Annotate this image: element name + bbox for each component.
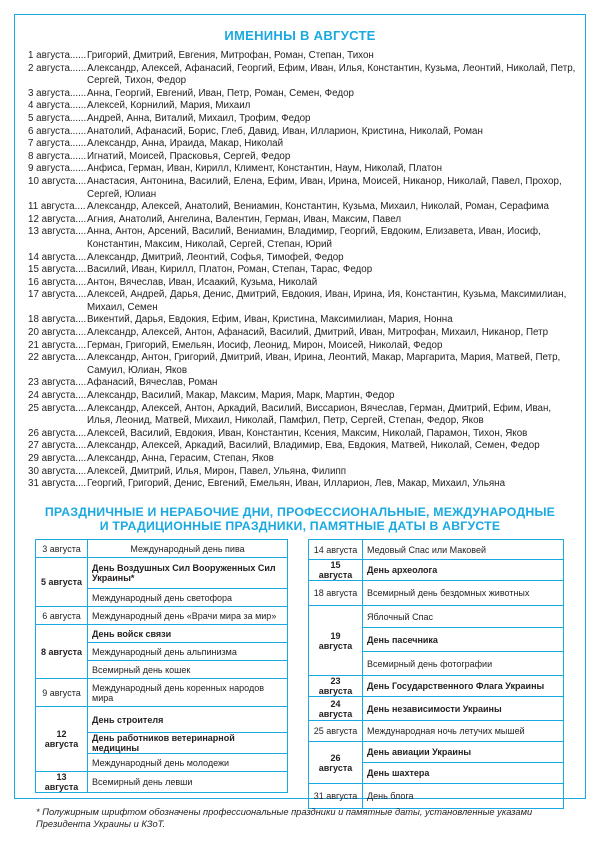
holiday-date: 6 августа	[36, 607, 88, 625]
holiday-event: Медовый Спас или Маковей	[363, 540, 564, 560]
holiday-date: 25 августа	[309, 721, 363, 742]
holiday-row	[309, 721, 564, 742]
holiday-event: День работников ветеринарной медицины	[88, 733, 288, 754]
nameday-row	[28, 428, 576, 441]
holiday-event: Всемирный день кошек	[88, 661, 288, 679]
holiday-event: День археолога	[363, 560, 564, 581]
nameday-row	[28, 340, 576, 353]
holiday-row	[309, 606, 564, 628]
nameday-row	[28, 113, 576, 126]
nameday-row	[28, 403, 576, 428]
nameday-names: Викентий, Дарья, Евдокия, Ефим, Иван, Кристина, Максимилиан, Мария, Нонна	[87, 314, 453, 326]
nameday-row	[28, 201, 576, 214]
nameday-date: 26 августа....	[28, 427, 87, 439]
namedays-title: ИМЕНИНЫ В АВГУСТЕ	[224, 28, 376, 43]
nameday-date: 11 августа....	[28, 201, 86, 213]
holiday-event: День Воздушных Сил Вооруженных Сил Украины*	[88, 558, 288, 589]
nameday-row	[28, 314, 576, 327]
nameday-row	[28, 88, 576, 101]
nameday-names: Василий, Иван, Кирилл, Платон, Роман, Степан, Тарас, Федор	[87, 264, 373, 276]
holiday-event: День строителя	[88, 707, 288, 733]
nameday-names: Игнатий, Моисей, Прасковья, Сергей, Федор	[87, 150, 291, 162]
nameday-date: 2 августа......	[28, 62, 87, 74]
nameday-row	[28, 352, 576, 377]
holiday-event: Международный день альпинизма	[88, 643, 288, 661]
nameday-date: 9 августа......	[28, 163, 87, 175]
nameday-date: 16 августа....	[28, 276, 87, 288]
nameday-row	[28, 327, 576, 340]
nameday-names: Александр, Василий, Макар, Максим, Мария, Марк, Мартин, Федор	[87, 390, 395, 402]
nameday-date: 21 августа....	[28, 339, 87, 351]
nameday-row	[28, 289, 576, 314]
holiday-row	[36, 558, 288, 589]
holidays-title	[30, 505, 570, 533]
nameday-date: 17 августа....	[28, 289, 87, 301]
holiday-row	[36, 607, 288, 625]
nameday-row	[28, 478, 576, 491]
nameday-names: Андрей, Анна, Виталий, Михаил, Трофим, Федор	[87, 112, 311, 124]
nameday-date: 18 августа....	[28, 314, 87, 326]
holiday-date: 8 августа	[36, 625, 88, 679]
nameday-date: 4 августа......	[28, 100, 87, 112]
holiday-row	[36, 540, 288, 558]
nameday-names: Александр, Алексей, Аркадий, Василий, Владимир, Ева, Евдокия, Матвей, Николай, Семен, Федор	[87, 440, 540, 452]
namedays-list	[28, 50, 576, 491]
holiday-event: Международный день светофора	[88, 589, 288, 607]
holiday-date: 24 августа	[309, 697, 363, 721]
holiday-date: 3 августа	[36, 540, 88, 558]
nameday-row	[28, 163, 576, 176]
holidays-right-table	[308, 539, 564, 809]
nameday-names: Анфиса, Герман, Иван, Кирилл, Климент, Константин, Наум, Николай, Платон	[87, 163, 442, 175]
holiday-event: Международный день молодежи	[88, 754, 288, 772]
nameday-names: Анна, Антон, Арсений, Василий, Вениамин, Владимир, Георгий, Евдоким, Елизавета, Иван, Иосиф, Константин, Максим, Николай, Сергей, Степан, Юрий	[87, 226, 541, 250]
nameday-names: Александр, Антон, Григорий, Дмитрий, Иван, Ирина, Леонтий, Макар, Маргарита, Мария, Матвей, Петр, Самуил, Юлиан, Яков	[87, 352, 561, 376]
holiday-row	[309, 676, 564, 697]
holiday-date: 9 августа	[36, 679, 88, 707]
nameday-names: Алексей, Василий, Евдокия, Иван, Константин, Ксения, Максим, Николай, Парамон, Тихон, Яков	[87, 427, 528, 439]
holiday-event: Всемирный день фотографии	[363, 652, 564, 676]
holiday-event: Международный день «Врачи мира за мир»	[88, 607, 288, 625]
nameday-date: 29 августа....	[28, 453, 87, 464]
holiday-date: 15 августа	[309, 560, 363, 581]
nameday-row	[28, 176, 576, 201]
nameday-date: 20 августа....	[28, 327, 87, 339]
holiday-row	[309, 560, 564, 581]
nameday-names: Александр, Дмитрий, Леонтий, Софья, Тимофей, Федор	[87, 251, 344, 263]
holiday-date: 5 августа	[36, 558, 88, 607]
nameday-names: Александр, Анна, Герасим, Степан, Яков	[87, 453, 274, 464]
holiday-date: 26 августа	[309, 742, 363, 784]
holiday-event: Международный день коренных народов мира	[88, 679, 288, 707]
holiday-event: День Государственного Флага Украины	[363, 676, 564, 697]
holiday-event: День шахтера	[363, 763, 564, 784]
nameday-names: Георгий, Григорий, Денис, Евгений, Емельян, Иван, Илларион, Лев, Макар, Михаил, Ульяна	[87, 478, 506, 490]
nameday-date: 6 августа......	[28, 125, 87, 137]
holiday-row	[309, 742, 564, 763]
nameday-date: 1 августа......	[28, 50, 87, 61]
nameday-names: Афанасий, Вячеслав, Роман	[87, 377, 218, 389]
nameday-date: 27 августа....	[28, 440, 87, 452]
nameday-row	[28, 264, 576, 277]
nameday-names: Анатолий, Афанасий, Борис, Глеб, Давид, Иван, Илларион, Кристина, Николай, Роман	[87, 125, 483, 137]
holiday-event: Всемирный день левши	[88, 772, 288, 793]
holiday-row	[36, 625, 288, 643]
nameday-names: Александр, Алексей, Антон, Аркадий, Василий, Виссарион, Вячеслав, Герман, Дмитрий, Ефим, Иван, Илья, Леонид, Матвей, Михаил, Николай, Памфил, Петр, Сергей, Степан, Федор, Яков	[87, 402, 552, 427]
nameday-row	[28, 151, 576, 164]
nameday-row	[28, 466, 576, 479]
nameday-names: Александр, Алексей, Афанасий, Георгий, Ефим, Иван, Илья, Константин, Кузьма, Леонтий, Николай, Петр, Сергей, Тихон, Федор	[87, 62, 576, 87]
nameday-row	[28, 138, 576, 151]
nameday-row	[28, 252, 576, 265]
holiday-date: 13 августа	[36, 772, 88, 793]
holiday-row	[309, 784, 564, 809]
nameday-date: 31 августа....	[28, 478, 87, 490]
holiday-row	[36, 707, 288, 733]
holiday-date: 19 августа	[309, 606, 363, 676]
holiday-event: Всемирный день бездомных животных	[363, 581, 564, 606]
holiday-date: 23 августа	[309, 676, 363, 697]
nameday-date: 22 августа....	[28, 352, 87, 364]
nameday-date: 3 августа......	[28, 87, 87, 99]
holiday-date: 18 августа	[309, 581, 363, 606]
holiday-row	[309, 540, 564, 560]
nameday-row	[28, 390, 576, 403]
holiday-row	[36, 772, 288, 793]
nameday-row	[28, 100, 576, 113]
holiday-event: День авиации Украины	[363, 742, 564, 763]
holiday-date: 14 августа	[309, 540, 363, 560]
nameday-row	[28, 377, 576, 390]
nameday-date: 12 августа....	[28, 213, 87, 225]
nameday-names: Герман, Григорий, Емельян, Иосиф, Леонид, Мирон, Моисей, Николай, Федор	[87, 339, 443, 351]
nameday-date: 30 августа....	[28, 465, 87, 477]
holiday-row	[36, 679, 288, 707]
nameday-row	[28, 214, 576, 227]
nameday-names: Алексей, Андрей, Дарья, Денис, Дмитрий, Евдокия, Иван, Ирина, Ия, Константин, Кузьма, Максимилиан, Михаил, Семен	[87, 289, 567, 313]
nameday-row	[28, 277, 576, 290]
nameday-row	[28, 226, 576, 251]
holidays-left-table	[35, 539, 288, 793]
holiday-event: День блога	[363, 784, 564, 809]
nameday-date: 7 августа......	[28, 138, 87, 150]
holidays-title-line2: И ТРАДИЦИОННЫЕ ПРАЗДНИКИ, ПАМЯТНЫЕ ДАТЫ В АВГУСТЕ	[99, 519, 501, 533]
nameday-date: 14 августа....	[28, 251, 87, 263]
nameday-row	[28, 126, 576, 139]
nameday-row	[28, 440, 576, 453]
nameday-names: Александр, Алексей, Антон, Афанасий, Василий, Дмитрий, Иван, Митрофан, Михаил, Никанор, Петр	[87, 327, 549, 339]
holiday-event: Международная ночь летучих мышей	[363, 721, 564, 742]
nameday-names: Александр, Анна, Ираида, Макар, Николай	[87, 138, 284, 150]
holidays-title-line1: ПРАЗДНИЧНЫЕ И НЕРАБОЧИЕ ДНИ, ПРОФЕССИОНАЛЬНЫЕ, МЕЖДУНАРОДНЫЕ	[44, 505, 556, 519]
nameday-row	[28, 63, 576, 88]
footnote: * Полужирным шрифтом обозначены профессиональные праздники и памятные даты, установленные указами Президента Украины и КЗоТ.	[36, 807, 533, 829]
holiday-date: 12 августа	[36, 707, 88, 772]
nameday-date: 5 августа......	[28, 112, 87, 124]
holiday-event: День войск связи	[88, 625, 288, 643]
nameday-row	[28, 50, 576, 63]
nameday-row	[28, 453, 576, 466]
nameday-date: 25 августа....	[28, 402, 87, 414]
nameday-date: 8 августа......	[28, 150, 87, 162]
holiday-event: Международный день пива	[88, 540, 288, 558]
nameday-names: Алексей, Корнилий, Мария, Михаил	[87, 100, 251, 112]
nameday-names: Анна, Георгий, Евгений, Иван, Петр, Роман, Семен, Федор	[87, 87, 354, 99]
holiday-event: Яблочный Спас	[363, 606, 564, 628]
holiday-row	[309, 581, 564, 606]
nameday-date: 15 августа....	[28, 264, 87, 276]
nameday-names: Алексей, Дмитрий, Илья, Мирон, Павел, Ульяна, Филипп	[87, 465, 347, 477]
holiday-event: День независимости Украины	[363, 697, 564, 721]
holiday-date: 31 августа	[309, 784, 363, 809]
nameday-date: 24 августа....	[28, 390, 87, 402]
holiday-event: День пасечника	[363, 628, 564, 652]
nameday-date: 10 августа....	[28, 175, 87, 187]
nameday-names: Анастасия, Антонина, Василий, Елена, Ефим, Иван, Ирина, Моисей, Никанор, Николай, Павел, Прохор, Сергей, Юлиан	[87, 175, 562, 200]
nameday-names: Александр, Алексей, Анатолий, Вениамин, Константин, Кузьма, Михаил, Николай, Роман, Серафима	[87, 201, 549, 213]
nameday-date: 13 августа....	[28, 226, 87, 238]
nameday-names: Антон, Вячеслав, Иван, Исаакий, Кузьма, Николай	[87, 276, 318, 288]
nameday-date: 23 августа....	[28, 377, 87, 389]
holiday-row	[309, 697, 564, 721]
nameday-names: Агния, Анатолий, Ангелина, Валентин, Герман, Иван, Максим, Павел	[87, 213, 402, 225]
nameday-names: Григорий, Дмитрий, Евгения, Митрофан, Роман, Степан, Тихон	[87, 50, 374, 61]
